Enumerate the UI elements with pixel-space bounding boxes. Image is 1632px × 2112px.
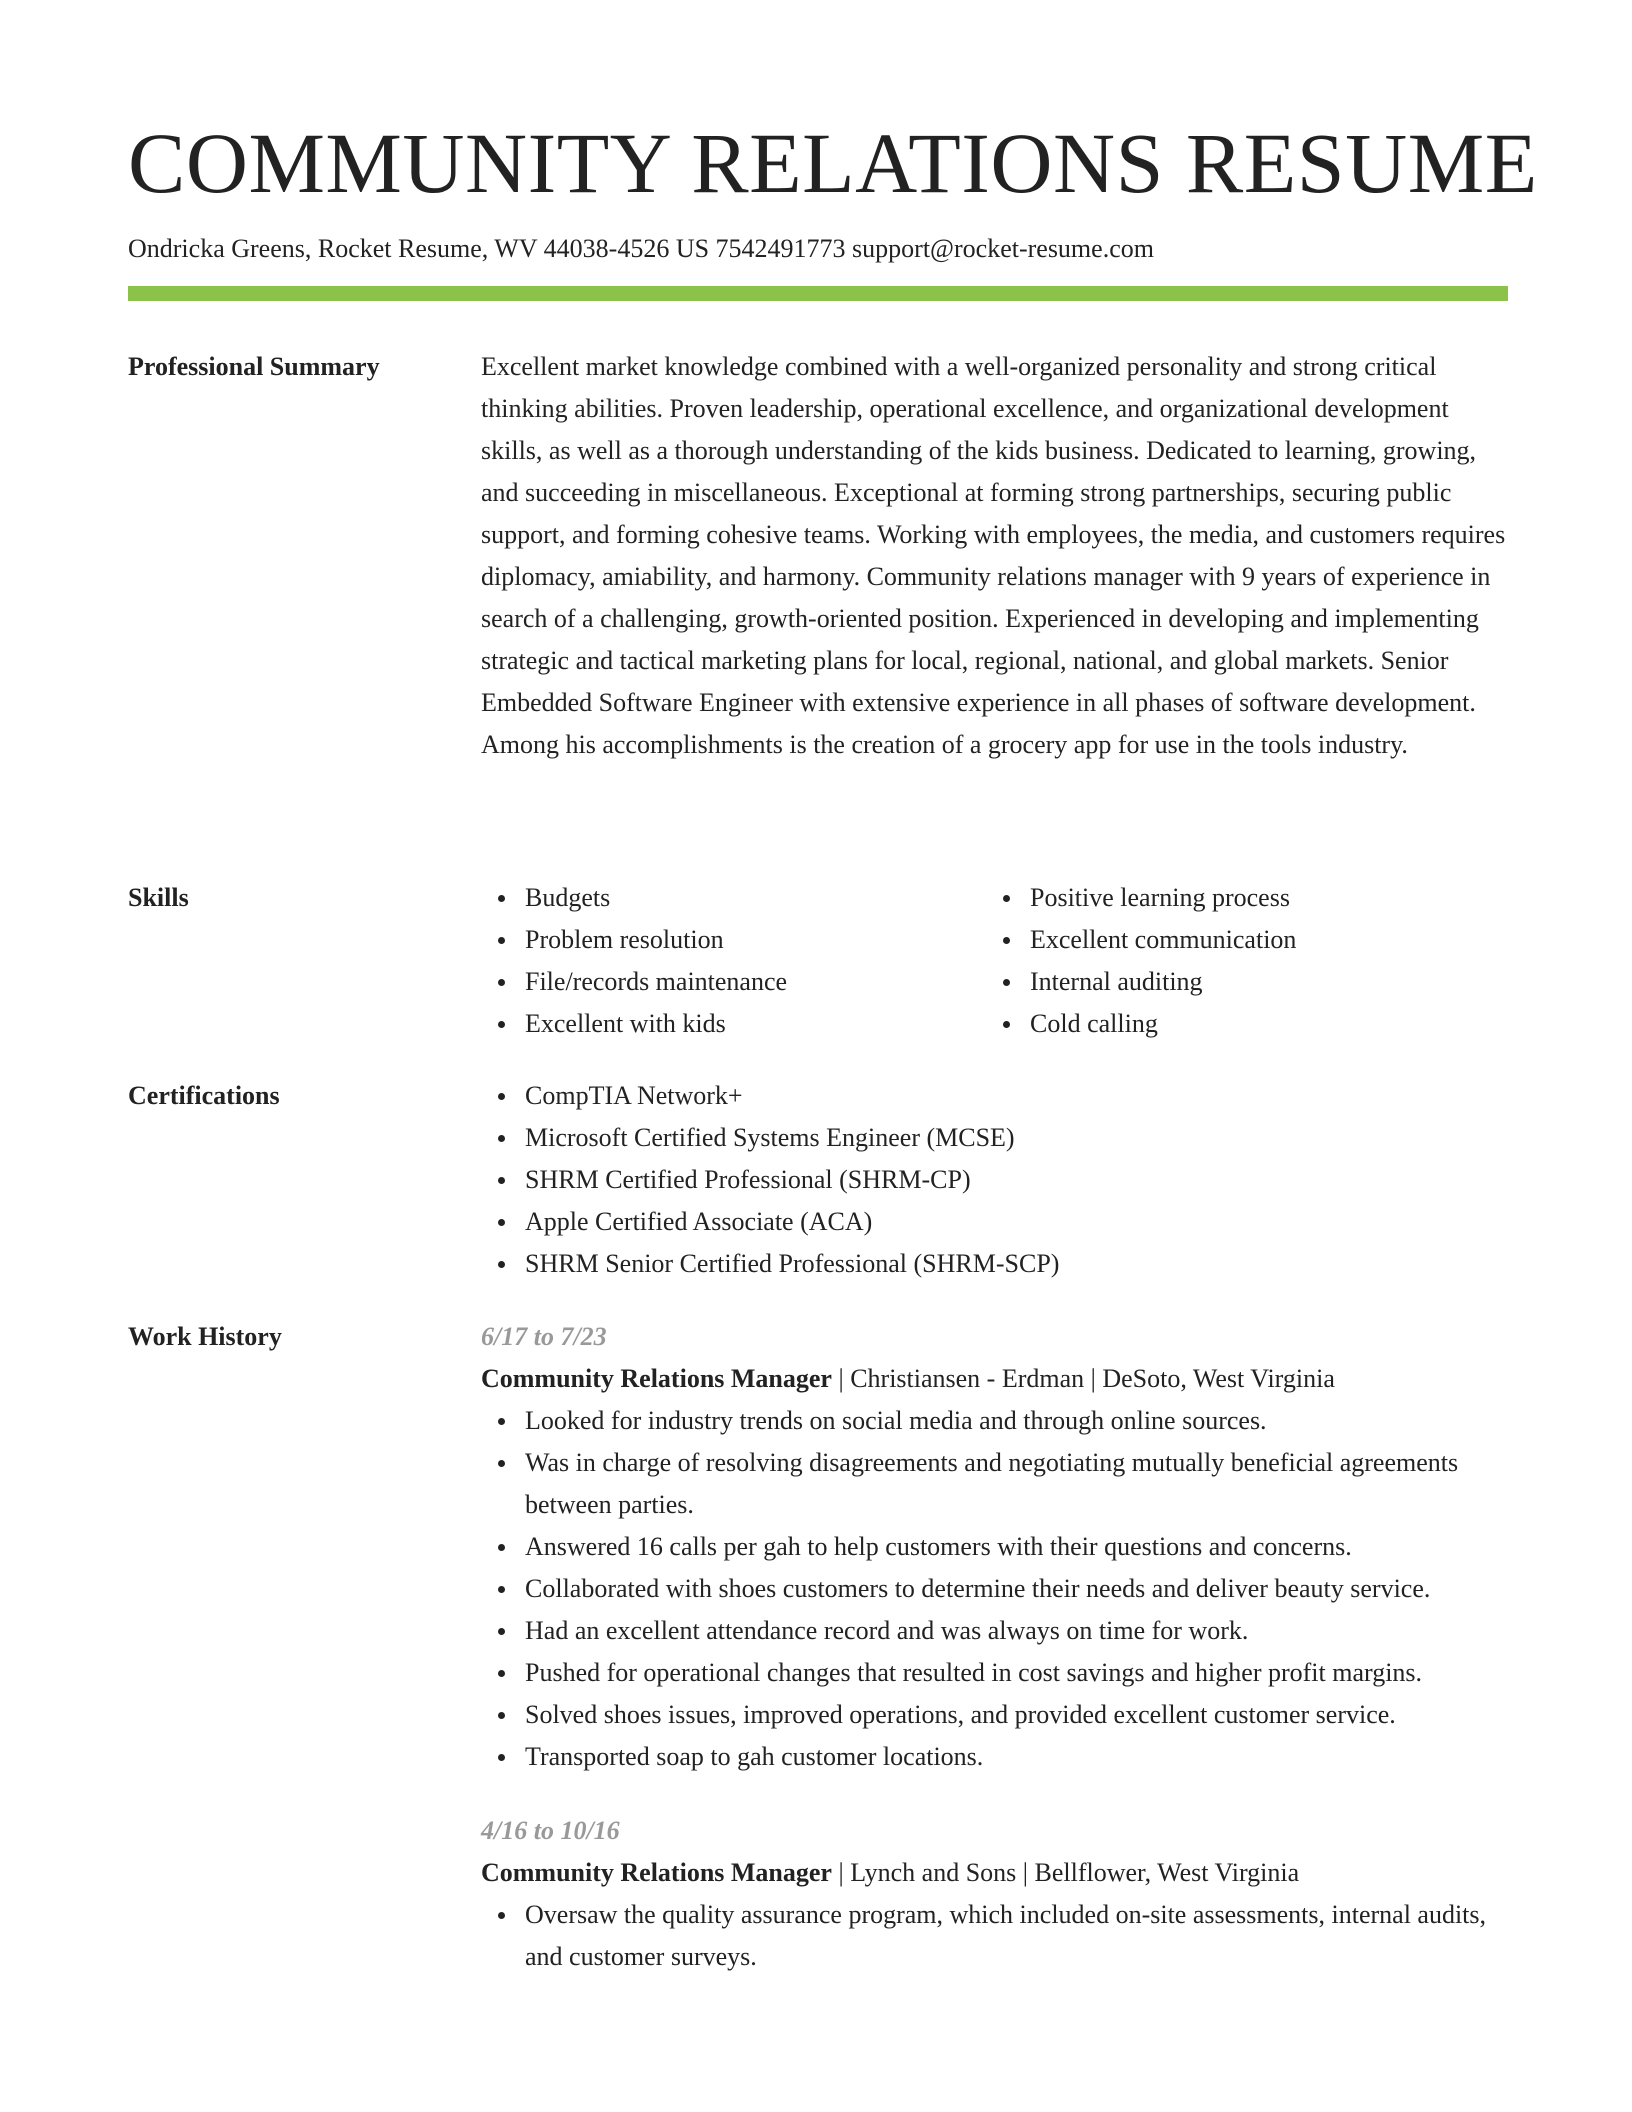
certification-item: CompTIA Network+ <box>525 1075 1508 1117</box>
job-duties-list <box>481 1400 1508 1778</box>
certification-item: SHRM Certified Professional (SHRM-CP) <box>525 1159 1508 1201</box>
skill-item: Positive learning process <box>1030 877 1491 919</box>
certification-item: Apple Certified Associate (ACA) <box>525 1201 1508 1243</box>
job-details: | Christiansen - Erdman | DeSoto, West Virginia <box>831 1364 1335 1393</box>
job-entry <box>481 1316 1508 1778</box>
summary-body <box>481 346 1508 766</box>
duty-item: Looked for industry trends on social media and through online sources. <box>525 1400 1508 1442</box>
duty-item: Collaborated with shoes customers to determine their needs and deliver beauty service. <box>525 1568 1508 1610</box>
job-title: Community Relations Manager <box>481 1364 832 1393</box>
contact-line: Ondricka Greens, Rocket Resume, WV 44038-4526 US 7542491773 support@rocket-resume.com <box>128 234 1154 263</box>
skill-item: Budgets <box>525 877 986 919</box>
skill-item: Cold calling <box>1030 1003 1491 1045</box>
skills-label: Skills <box>128 883 189 912</box>
certification-item: Microsoft Certified Systems Engineer (MCSE) <box>525 1117 1508 1159</box>
skill-item: File/records maintenance <box>525 961 986 1003</box>
work-history-body <box>481 1316 1508 1978</box>
summary-text: Excellent market knowledge combined with a well-organized personality and strong critical thinking abilities. Proven leadership, operational excellence, and organizational development skills, as well as a thorough understanding of the kids business. Dedicated to learning, growing, and succeeding in miscellaneous. Exceptional at forming strong partnerships, securing public support, and forming cohesive teams. Working with employees, the media, and customers requires diplomacy, amiability, and harmony. Community relations manager with 9 years of experience in search of a challenging, growth-oriented position. Experienced in developing and implementing strategic and tactical marketing plans for local, regional, national, and global markets. Senior Embedded Software Engineer with extensive experience in all phases of software development. Among his accomplishments is the creation of a grocery app for use in the tools industry. <box>481 352 1506 759</box>
duty-item: Had an excellent attendance record and was always on time for work. <box>525 1610 1508 1652</box>
duty-item: Solved shoes issues, improved operations, and provided excellent customer service. <box>525 1694 1508 1736</box>
job-duties-list <box>481 1894 1508 1978</box>
job-dates: 4/16 to 10/16 <box>481 1816 620 1845</box>
duty-item: Transported soap to gah customer locations. <box>525 1736 1508 1778</box>
skill-item: Internal auditing <box>1030 961 1491 1003</box>
certification-item: SHRM Senior Certified Professional (SHRM-SCP) <box>525 1243 1508 1285</box>
job-entry <box>481 1810 1508 1978</box>
certifications-body <box>481 1075 1508 1285</box>
skill-item: Excellent with kids <box>525 1003 986 1045</box>
summary-label: Professional Summary <box>128 352 380 381</box>
skills-body <box>481 877 1508 1045</box>
certifications-label: Certifications <box>128 1081 280 1110</box>
job-heading <box>481 1852 1508 1894</box>
skills-list-left <box>481 877 986 1045</box>
certifications-list <box>481 1075 1508 1285</box>
job-title: Community Relations Manager <box>481 1858 832 1887</box>
skill-item: Excellent communication <box>1030 919 1491 961</box>
work-history-label: Work History <box>128 1322 282 1351</box>
job-heading <box>481 1358 1508 1400</box>
duty-item: Answered 16 calls per gah to help customers with their questions and concerns. <box>525 1526 1508 1568</box>
skills-list-right <box>986 877 1491 1045</box>
duty-item: Was in charge of resolving disagreements and negotiating mutually beneficial agreements between parties. <box>525 1442 1508 1526</box>
resume-title: COMMUNITY RELATIONS RESUME <box>128 115 1538 211</box>
skill-item: Problem resolution <box>525 919 986 961</box>
job-dates: 6/17 to 7/23 <box>481 1322 607 1351</box>
duty-item: Oversaw the quality assurance program, which included on-site assessments, internal audits, and customer surveys. <box>525 1894 1508 1978</box>
job-details: | Lynch and Sons | Bellflower, West Virginia <box>831 1858 1300 1887</box>
duty-item: Pushed for operational changes that resulted in cost savings and higher profit margins. <box>525 1652 1508 1694</box>
accent-divider <box>128 286 1508 301</box>
skills-column-left <box>481 877 986 1045</box>
skills-column-right <box>986 877 1491 1045</box>
